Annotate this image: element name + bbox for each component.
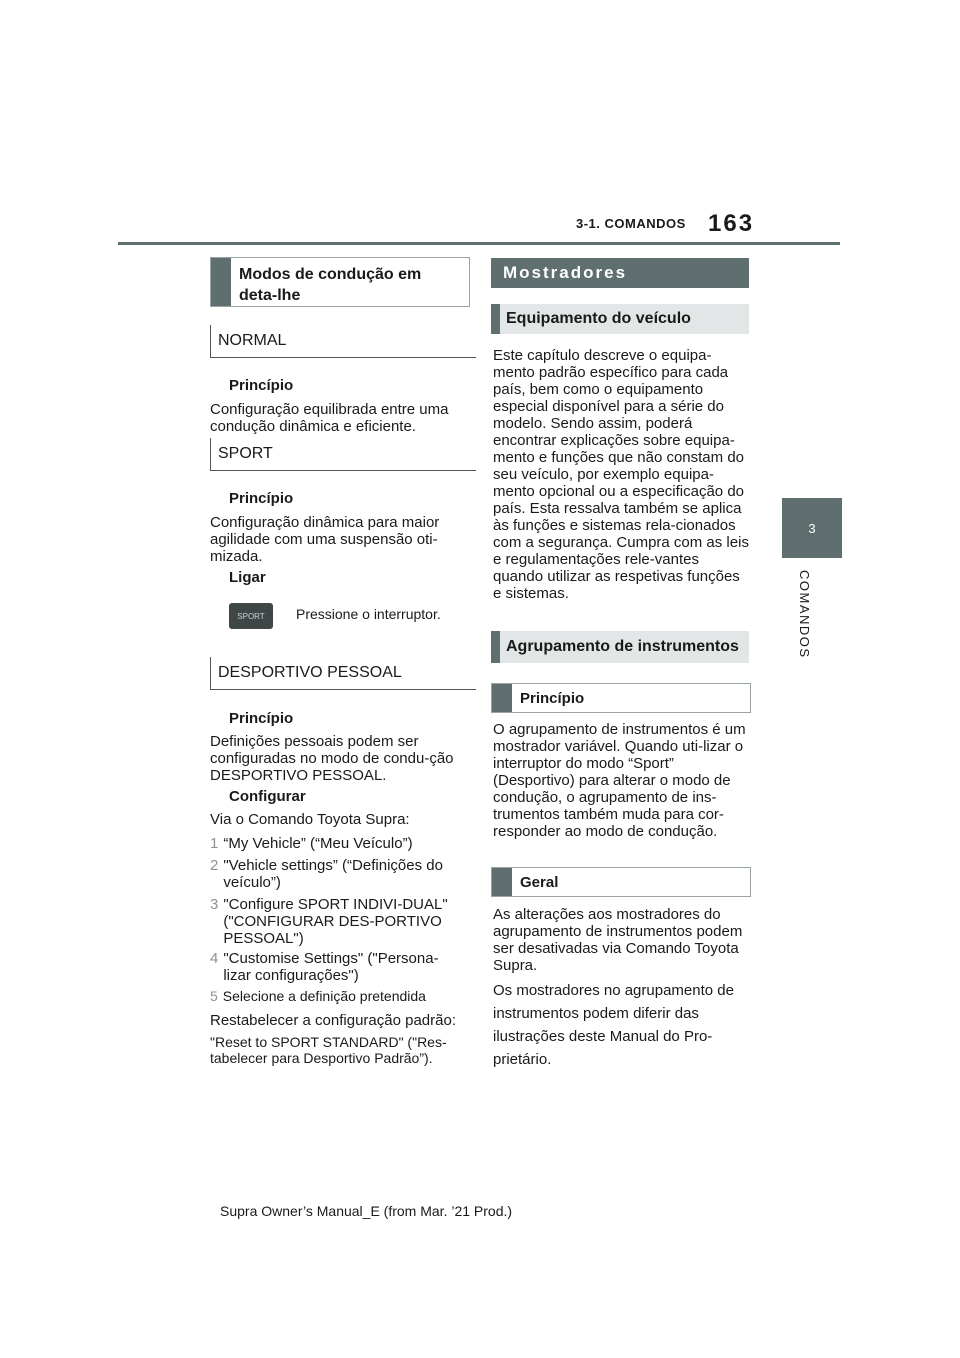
chapter-tab: 3 (782, 498, 842, 558)
step-5 (210, 988, 465, 1005)
section-heading-mostradores: Mostradores (491, 258, 749, 288)
header-rule (118, 242, 840, 245)
step-text: Selecione a definição pretendida (222, 988, 426, 1004)
subheading-principio-sport: Princípio (229, 490, 294, 507)
subheading-principio-normal: Princípio (229, 377, 294, 394)
heading-text: Princípio (520, 690, 585, 707)
mode-normal: NORMAL (210, 325, 476, 358)
mode-desportivo-pessoal: DESPORTIVO PESSOAL (210, 657, 476, 690)
heading-agrupamento (491, 631, 749, 663)
step-number: 4 (210, 950, 219, 967)
equipamento-text: Este capítulo descreve o equipa-mento padrão específico para cada país, bem como o equipamento especial disponível para a série do modelo. Sendo assim, poderá encontrar explicações sobre equipa-mento e funções que não constam do seu veículo, por exemplo equipa-mento opcional ou a especificação do país. Esta ressalva também se aplica às funções e sistemas rela-cionados com a segurança. Cumpra com as leis e regulamentações rele-vantes quando utilizar as respetivas funções e sistemas. (493, 347, 749, 602)
step-number: 2 (210, 857, 219, 874)
heading-bar (492, 684, 512, 712)
step-3 (210, 896, 465, 947)
heading-bar (491, 631, 500, 663)
sport-description: Configuração dinâmica para maior agilidade com uma suspensão oti-mizada. (210, 514, 440, 565)
heading-text: Geral (520, 874, 559, 891)
subheading-configurar: Configurar (229, 788, 306, 805)
press-switch-text: Pressione o interruptor. (296, 606, 441, 622)
via-text: Via o Comando Toyota Supra: (210, 811, 410, 828)
footer-text: Supra Owner’s Manual_E (from Mar. ’21 Prod.) (220, 1203, 513, 1219)
heading-text: Modos de condução em deta-lhe (239, 266, 422, 304)
step-1 (210, 835, 465, 852)
step-text: "Configure SPORT INDIVI-DUAL" ("CONFIGURAR DES-PORTIVO PESSOAL") (223, 896, 448, 947)
normal-description: Configuração equilibrada entre uma condução dinâmica e eficiente. (210, 401, 449, 435)
step-text: "Customise Settings" ("Persona-lizar configurações") (223, 950, 439, 984)
heading-bar (211, 258, 231, 306)
section-heading-modos (210, 257, 470, 307)
desportivo-description: Definições pessoais podem ser configuradas no modo de condu-ção DESPORTIVO PESSOAL. (210, 733, 454, 784)
step-text: "Vehicle settings” (“Definições do veículo”) (223, 857, 443, 891)
heading-text: Equipamento do veículo (506, 310, 691, 327)
heading-bar (492, 868, 512, 896)
step-2 (210, 857, 465, 891)
step-number: 3 (210, 896, 219, 913)
heading-text: Agrupamento de instrumentos (506, 638, 739, 655)
mode-sport: SPORT (210, 438, 476, 471)
subheading-principio-desportivo: Princípio (229, 710, 294, 727)
geral-text-1: As alterações aos mostradores do agrupamento de instrumentos podem ser desativadas via Comando Toyota Supra. (493, 906, 743, 974)
step-4 (210, 950, 465, 984)
step-number: 5 (210, 988, 218, 1004)
heading-principio-right (491, 683, 751, 713)
reset-text: "Reset to SPORT STANDARD" ("Res-tabelecer para Desportivo Padrão”). (210, 1034, 447, 1066)
reset-intro: Restabelecer a configuração padrão: (210, 1012, 456, 1029)
sport-button-icon: SPORT (229, 603, 273, 629)
step-text: “My Vehicle” (“Meu Veículo”) (223, 835, 413, 852)
geral-text-2: Os mostradores no agrupamento de instrumentos podem diferir das ilustrações deste Manual do Pro-prietário. (493, 982, 734, 1068)
section-title: 3-1. COMANDOS (576, 216, 686, 231)
heading-geral (491, 867, 751, 897)
subheading-ligar: Ligar (229, 569, 266, 586)
step-number: 1 (210, 835, 219, 852)
chapter-tab-label: COMANDOS (797, 570, 812, 659)
heading-equipamento (491, 304, 749, 334)
page-number: 163 (708, 210, 755, 237)
heading-bar (491, 304, 500, 334)
principio-text: O agrupamento de instrumentos é um mostrador variável. Quando uti-lizar o interruptor do modo “Sport” (Desportivo) para alterar o modo de condução, o agrupamento de ins-trumentos também muda para cor-responder ao modo de condução. (493, 721, 746, 840)
